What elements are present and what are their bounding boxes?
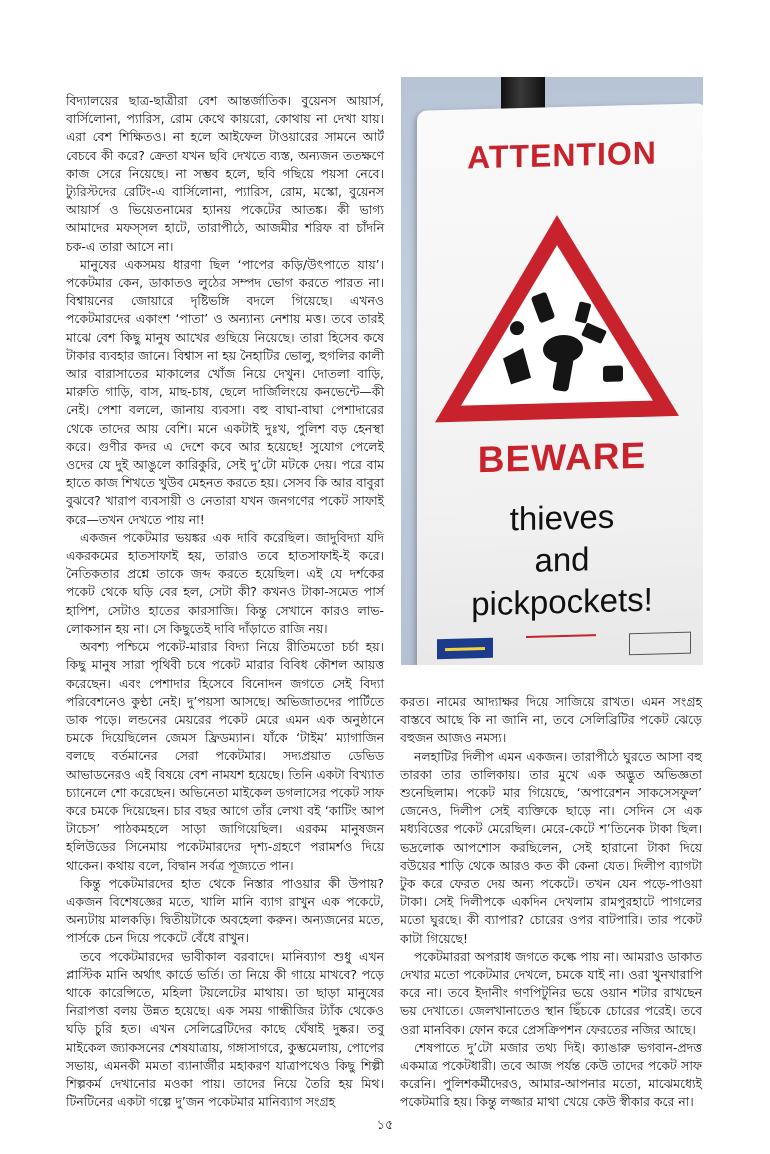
right-text-column xyxy=(400,693,702,1112)
paragraph: নলহাটির দিলীপ এমন একজন। তারাপীঠে ঘুরতে আসা বহু তারকা তার তালিকায়। তার মুখে এক অদ্ভুত অভিজ্ঞতা শুনেছিলাম। পকেট মার গিয়েছে, ‘অপারেশন সাকসেসফুল’ জেনেও, দিলীপ সেই ব্যক্তিকে ছাড়ে না। সেদিন সে এক মধ্যবিত্তের পকেট মেরেছিল। মেরে-কেটে শ’তিনেক টাকা ছিল। ভদ্রলোক আপশোস করছিলেন, সেই হারানো টাকা দিয়ে বউয়ের শাড়ি থেকে আরও কত কী কেনা যেত। দিলীপ ব্যাগটা টুক করে ফেরত দেয় অন্য পকেটে। তখন যেন পড়ে-পাওয়া টাকা। সেই দিলীপকে একদিন দেখলাম রামপুরহাটে পাগলের মতো ঘুরছে। কী ব্যাপার? চোরের ওপর বাটপারি। তার পকেট কাটা গিয়েছে! xyxy=(400,748,702,946)
left-text-column xyxy=(66,92,384,1111)
sign-warning: BEWARE xyxy=(477,434,647,481)
page-number: ১৫ xyxy=(376,1118,394,1133)
paragraph: মানুষের একসময় ধারণা ছিল ‘পাপের কড়ি/উৎপাতে যায়’। পকেটমার কেন, ডাকাতও লুঠের সম্পদ ভোগ করতে পারত না। বিশ্বায়নের জোয়ারে দৃষ্টিভঙ্গি বদলে গিয়েছে। এখনও পকেটমারদের একাংশ ‘পাতা’ ও অন্যান্য নেশায় মত্ত। তবে তারই মাঝে বেশ কিছু মানুষ আখের গুছিয়ে নিয়েছে। তারা হিসেব কষে টাকার ব্যবহার জানে। বিশ্বাস না হয় নৈহাটির ভোলু, হুগলির কালী আর বারাসাতের মাকালের খোঁজ নিয়ে দেখুন। দোতলা বাড়ি, মারুতি গাড়ি, বাস, মাছ-চাষ, ছেলে দার্জিলিংয়ে কনভেন্টে—কী নেই। পেশা বললে, জানায় ব্যবসা। বহু বাঘা-বাঘা পেশাদারের থেকে তাদের আয় বেশি। মনে একটাই দুঃখ, পুলিশ বড় হেনস্থা করে। গুণীর কদর এ দেশে কবে আর হয়েছে! সুযোগ পেলেই ওদের যে দুই আঙুলে কারিকুরি, সেই দু’টো মটকে দেয়। পরে বাম হাতে কাজ শিখতে খুউব মেহনত করতে হয়। সেসব কি আর বাবুরা বুঝবে? খারাপ ব্যবসায়ী ও নেতারা যখন জনগণের পকেট সাফাই করে—তখন দেখতে পায় না! xyxy=(66,256,384,527)
paragraph: কিন্তু পকেটমারদের হাত থেকে নিস্তার পাওয়ার কী উপায়? একজন বিশেষজ্ঞের মতে, খালি মানি ব্যাগ রাখুন এক পকেটে, অন্যটায় মালকড়ি। দ্বিতীয়টাকে অবহেলা করুন। অন্যজনের মতে, পার্সকে চেন দিয়ে পকেটে বেঁধে রাখুন। xyxy=(66,875,384,946)
paragraph: করত। নামের আদ্যাক্ষর দিয়ে সাজিয়ে রাখত। এমন সংগ্রহ বাস্তবে আছে কি না জানি না, তবে সেলিব্রিটির পকেট ঝেড়ে বহুজন আজও নমস্য। xyxy=(400,694,702,746)
sign-line-and: and xyxy=(534,540,590,579)
pickpocket-sign-photo xyxy=(401,77,703,665)
sign-heading: ATTENTION xyxy=(467,134,657,176)
neighbourhood-logo-icon xyxy=(629,632,691,656)
paragraph: তবে পকেটমারদের ভাবীকাল বরবাদে। মানিব্যাগ শুধু এখন প্লাস্টিক মানি অর্থাৎ কার্ডে ভর্তি। তা নিয়ে কী গায়ে মাখবে? পড়ে থাকে কারেন্সিতে, মহিলা টয়লেটের মাথায়। তা ছাড়া মানুষের নিরাপত্তা বলয় উন্নত হয়েছে। এক সময় গান্ধীজির ট্যাঁক থেকেও ঘড়ি চুরি হত। এখন সেলিব্রেটিদের কাছে ঘেঁষাই দুষ্কর। তবু মাইকেল জ্যাকসনের শেষযাত্রায়, গঙ্গাসাগরে, কুম্ভমেলায়, পোপের সভায়, এমনকী মমতা ব্যানার্জীর মহাকরণ যাত্রাপথেও কিছু শিল্পী শিল্পকর্ম দেখানোর মওকা পায়। তাদের নিয়ে তৈরি হয় মিথ। টিনটিনের একটা গল্পে দু’জন পকেটমার মানিব্যাগ সংগ্রহ xyxy=(66,948,384,1110)
sign-line-pickpockets: pickpockets! xyxy=(471,580,653,623)
warning-triangle-icon xyxy=(427,204,687,431)
paragraph: পকেটমাররা অপরাধ জগতে কল্কে পায় না। আমরাও ডাকাত দেখার মতো পকেটমার দেখলে, চমকে যাই না। ওরা খুনখারাপি করে না। তবে ইদানীং গণপিটুনির ভয়ে ওয়ান শটার রাখছেন ভয় দেখাতে। জেলখানাতেও স্থান ছিঁচকে চোরের পরেই। তবে ওরা মানবিক। ফোন করে প্রেসক্রিপশন ফেরতের নজির আছে। xyxy=(400,948,702,1037)
partner-logo-icon xyxy=(526,634,596,658)
paragraph: অবশ্য পশ্চিমে পকেট-মারার বিদ্যা নিয়ে রীতিমতো চর্চা হয়। কিছু মানুষ সারা পৃথিবী চষে পকেট মারার বিবিধ কৌশল আয়ত্ত করেছেন। এবং পেশাদার হিসেবে বিনোদন জগতে সেই বিদ্যা পরিবেশনেও কুণ্ঠা নেই। দু’পয়সা আসছে। অভিজাতদের পার্টিতে ডাক পড়ে। লন্ডনের মেয়রের পকেট মেরে এমন এক অনুষ্ঠানে চমকে দিয়েছিলেন জেমস ফ্রিডম্যান। যাঁকে ‘টাইম’ ম্যাগাজিন বলছে বর্তমানের সেরা পকেটমার। সদ্যপ্রয়াত ডেভিড আভাডনেরও এই বিষয়ে বেশ নামযশ হয়েছে। তিনি একটা বিখ্যাত চ্যানেলে শো করেছেন। অভিনেতা মাইকেল ডগলাসের পকেট সাফ করে চমকে দিয়েছেন। চার বছর আগে তাঁর লেখা বই ‘কাটিং আপ টাচেস’ পাঠকমহলে সাড়া জাগিয়েছিল। এরকম মানুষজন হলিউডের সিনেমায় পকেটমারদের দৃশ্য-গ্রহণে পরামর্শও দিয়ে থাকেন। কথায় বলে, বিদ্বান সর্বত্র পূজ্যতে পান। xyxy=(66,639,384,873)
paragraph: শেষপাতে দু’টো মজার তথ্য দিই। ক্যাঙারু ভগবান-প্রদত্ত একমাত্র পকেটধারী। তবে আজ পর্যন্ত কেউ তাদের পকেট সাফ করেনি। পুলিশকর্মীদেরও, আমার-আপনার মতো, মাঝেমধ্যেই পকেটমারি হয়। কিন্তু লজ্জার মাথা খেয়ে কেউ স্বীকার করে না। xyxy=(400,1039,702,1110)
eu-flag-icon xyxy=(437,638,493,659)
paragraph: একজন পকেটমার ভয়ঙ্কর এক দাবি করেছিল। জাদুবিদ্যা যদি একরকমের হাতসাফাই হয়, তারাও তবে হাতসাফাই-ই করে। নৈতিকতার প্রশ্নে তাকে জব্দ করতে হয়েছিল। এই যে দর্শকের পকেট থেকে ঘড়ি বের হল, সেটা কী? কখনও টাকা-সমেত পার্স হাপিশ, সেটাও হাতের কারসাজি। কিন্তু সেখানে কারও লাভ-লোকসান হয় না। সে কিছুতেই দাবি দাঁড়াতে রাজি নয়। xyxy=(66,529,384,636)
warning-sign xyxy=(417,103,703,665)
sign-logos xyxy=(437,630,691,663)
paragraph: বিদ্যালয়ের ছাত্র-ছাত্রীরা বেশ আন্তর্জাতিক। বুয়েনস আয়ার্স, বার্সিলোনা, প্যারিস, রোম কেথে কায়রো, কোথায় না দেখা যায়। এরা বেশ শিক্ষিতও। না হলে আইফেল টাওয়ারের সামনে আর্ট বেচবে কী করে? ক্রেতা যখন ছবি দেখতে ব্যস্ত, অন্যজন ততক্ষণে কাজ সেরে নিয়েছে। না সম্ভব হলে, ছবি গছিয়ে পয়সা নেবে। ট্যুরিস্টদের রেটিং-এ বার্সিলোনা, প্যারিস, রোম, মস্কো, বুয়েনস আয়ার্স ও ভিয়েতনামের হ্যানয় পকেটের আতঙ্ক। কী ভাগ্য আমাদের মফস্সল হাটে, তারাপীঠে, আজমীর শরিফ বা চাঁদনি চক-এ তারা আসে না। xyxy=(66,93,384,254)
sign-line-thieves: thieves xyxy=(509,497,615,538)
